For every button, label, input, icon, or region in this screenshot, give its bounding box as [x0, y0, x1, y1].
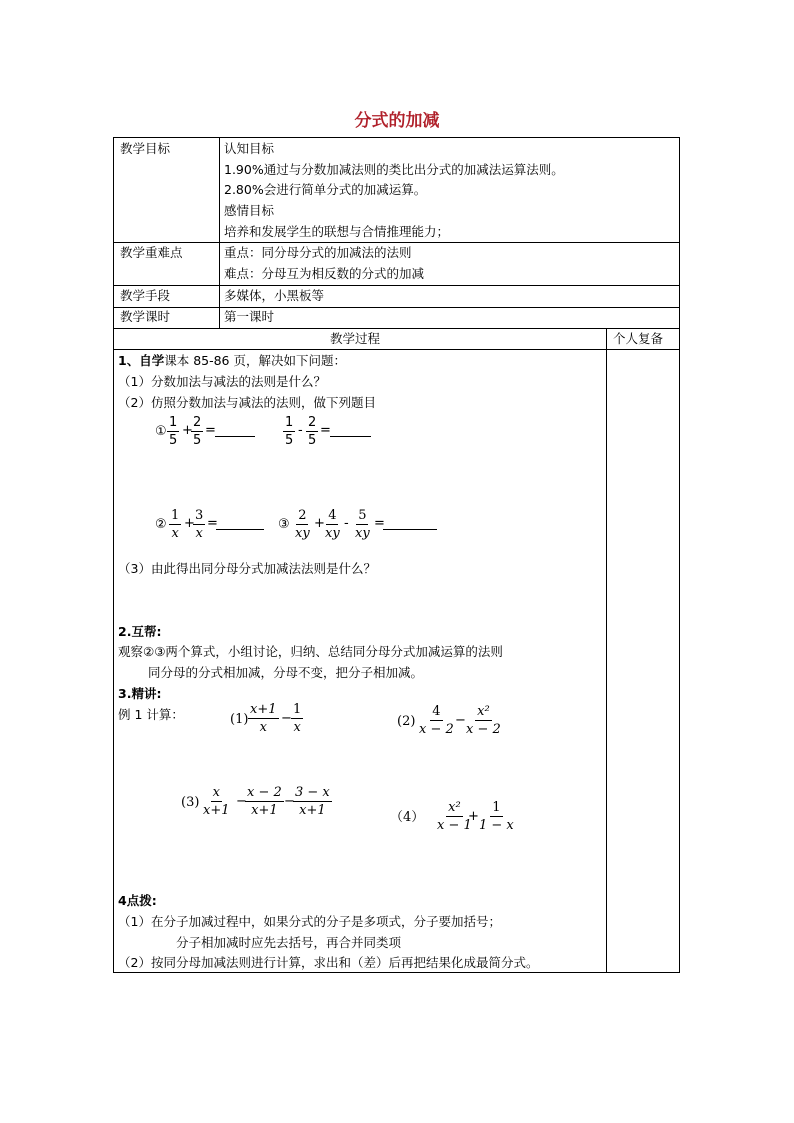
section1-heading: 1、自学课本 85-86 页，解决如下问题：: [118, 353, 346, 368]
goals-label: 教学目标: [120, 141, 171, 156]
column-divider: [606, 328, 607, 973]
section1-question: （3）由此得出同分母分式加减法法则是什么？: [118, 561, 376, 576]
minus-sign: −: [284, 794, 295, 809]
section4-line: （1）在分子加减过程中，如果分式的分子是多项式，分子要加括号；: [118, 914, 501, 929]
fraction: $\frac{4}{x - 2}$: [419, 704, 454, 737]
answer-blank[interactable]: [330, 436, 371, 437]
fraction: $\frac{3 - x}{x+1}$: [295, 785, 330, 818]
equals-sign: =: [374, 516, 385, 531]
fraction: $\frac{2}{xy}$: [295, 508, 310, 541]
plus-sign: +: [182, 423, 193, 438]
equals-sign: =: [205, 423, 216, 438]
fraction: $\frac{1}{5}$: [285, 415, 294, 448]
fraction: $\frac{5}{xy}$: [355, 508, 370, 541]
example-number: （4）: [390, 810, 425, 825]
section4-line: 分子相加减时应先去括号，再合并同类项: [176, 935, 402, 950]
minus-sign: −: [236, 794, 247, 809]
section2-line: 观察②③两个算式，小组讨论，归纳、总结同分母分式加减运算的法则: [118, 644, 503, 659]
circled-number: ③: [278, 517, 290, 532]
answer-blank[interactable]: [383, 529, 437, 530]
circled-number: ②: [155, 517, 167, 532]
example-number: (2): [397, 714, 416, 729]
goals-line: 感情目标: [224, 203, 275, 218]
page-title: 分式的加减: [354, 111, 440, 131]
goals-line: 1.90%通过与分数加减法则的类比出分式的加减法运算法则。: [224, 162, 564, 177]
row-divider: [113, 285, 680, 286]
section2-line: 同分母的分式相加减，分母不变，把分子相加减。: [148, 665, 424, 680]
row-divider: [113, 307, 680, 308]
row-divider: [113, 328, 680, 329]
fraction: $\frac{\text{x²}}{x - 1}$: [437, 800, 472, 833]
lesson-plan-table: [113, 137, 680, 973]
fraction: $\frac{x+1}{x}$: [250, 702, 277, 735]
plus-sign: +: [468, 809, 479, 824]
fraction: $\frac{x - 2}{x+1}$: [247, 785, 282, 818]
minus-sign: −: [455, 713, 466, 728]
hours-value: 第一课时: [224, 309, 275, 324]
section4-heading: 4点拨:: [118, 893, 157, 908]
notes-header: 个人复备: [613, 331, 664, 346]
plus-sign: +: [314, 516, 325, 531]
fraction: $\frac{\text{x²}}{x - 2}$: [466, 704, 501, 737]
fraction: $\frac{4}{xy}$: [325, 508, 340, 541]
section1-question: （1）分数加法与减法的法则是什么？: [118, 374, 326, 389]
fraction: $\frac{1}{5}$: [169, 415, 178, 448]
fraction: $\frac{1}{x}$: [293, 702, 302, 735]
column-divider: [219, 137, 220, 328]
section1-question: （2）仿照分数加法与减法的法则，做下列题目: [118, 395, 376, 410]
fraction: $\frac{1}{x}$: [171, 508, 180, 541]
example-number: (3): [181, 795, 200, 810]
example-label: 例 1 计算：: [118, 707, 184, 722]
means-value: 多媒体，小黑板等: [224, 288, 325, 303]
minus-sign: −: [281, 711, 292, 726]
answer-blank[interactable]: [215, 436, 255, 437]
section4-line: （2）按同分母加减法则进行计算，求出和（差）后再把结果化成最简分式。: [118, 955, 539, 970]
means-label: 教学手段: [120, 288, 171, 303]
fraction: $\frac{2}{5}$: [193, 415, 202, 448]
key-points-label: 教学重难点: [120, 245, 183, 260]
hours-label: 教学课时: [120, 309, 171, 324]
row-divider: [113, 242, 680, 243]
fraction: $\frac{3}{x}$: [195, 508, 204, 541]
minus-sign: -: [344, 516, 349, 531]
equals-sign: =: [207, 516, 218, 531]
process-header: 教学过程: [330, 331, 381, 346]
fraction: $\frac{2}{5}$: [308, 415, 317, 448]
goals-line: 2.80%会进行简单分式的加减运算。: [224, 182, 427, 197]
key-point-line: 重点：同分母分式的加减法的法则: [224, 245, 412, 260]
minus-sign: -: [298, 423, 303, 438]
fraction: $\frac{1}{1 - x}$: [479, 800, 514, 833]
fraction: $\frac{x}{x+1}$: [203, 785, 230, 818]
equals-sign: =: [320, 423, 331, 438]
plus-sign: +: [184, 516, 195, 531]
section2-heading: 2.互帮:: [118, 624, 162, 639]
circled-number: ①: [155, 424, 167, 439]
row-divider: [113, 349, 680, 350]
key-point-line: 难点：分母互为相反数的分式的加减: [224, 266, 425, 281]
answer-blank[interactable]: [216, 529, 264, 530]
goals-line: 认知目标: [224, 141, 275, 156]
example-number: (1): [230, 712, 249, 727]
section3-heading: 3.精讲:: [118, 686, 162, 701]
goals-line: 培养和发展学生的联想与合情推理能力；: [224, 224, 450, 239]
